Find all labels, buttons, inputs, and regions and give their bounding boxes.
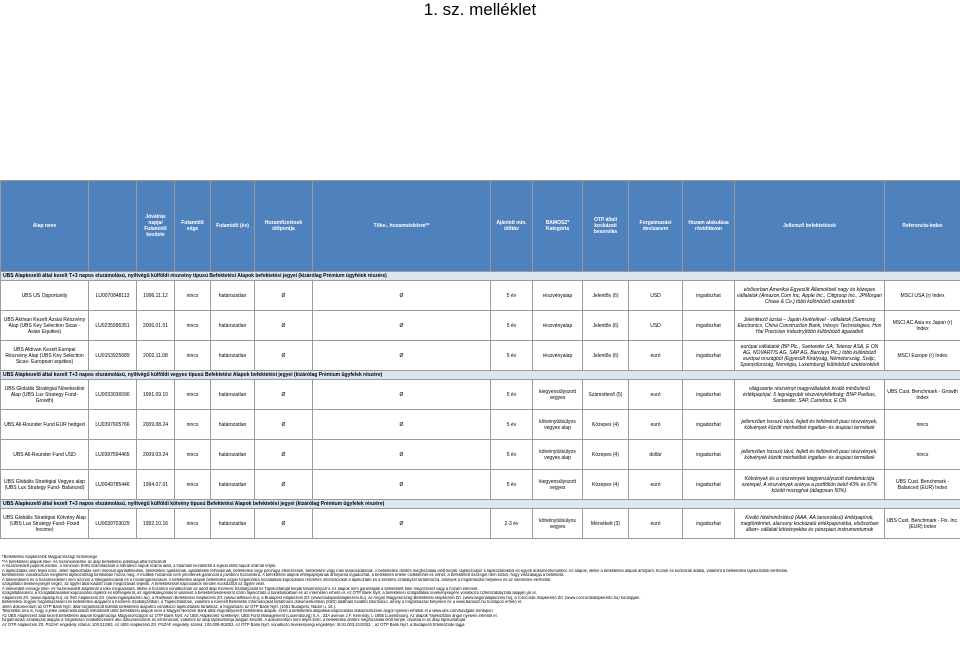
- table-cell: 2-3 év: [491, 509, 533, 539]
- table-cell: UBS Globális Stratégiai Kötvény Alap (UBS Lux Strategy Fund- Fixed Income): [1, 509, 89, 539]
- table-cell: MSCI AC Asia ex Japan (r) Index: [885, 311, 960, 341]
- column-header: Forgalmazási devizanem: [629, 181, 683, 272]
- table-cell: határozatlan: [211, 311, 255, 341]
- table-cell: euró: [629, 470, 683, 500]
- table-cell: UBS Aktívan Kezelt Európai Részvény Alap (UBS Key Selection Sicav- European equities): [1, 341, 89, 371]
- table-cell: részvényalap: [533, 281, 583, 311]
- table-cell: jellemzően hosszú távú, fejlett és feltörekvő piaci részvények, kötvények között mérhetőek ingatlan- és árupiaci termékek: [735, 440, 885, 470]
- table-cell: Ø: [313, 470, 491, 500]
- table-cell: határozatlan: [211, 341, 255, 371]
- table-cell: UBS US Opportunity: [1, 281, 89, 311]
- table-cell: 1994.07.01: [137, 470, 175, 500]
- table-row: [1, 341, 960, 371]
- table-cell: euró: [629, 380, 683, 410]
- table-cell: UBS Cust. Benchmark - Growth Index: [885, 380, 960, 410]
- table-cell: kötvénytúlsúlyos vegyes: [533, 509, 583, 539]
- table-cell: kötvénytúlsúlyos vegyes alap: [533, 440, 583, 470]
- table-cell: Ø: [255, 341, 313, 371]
- footnote-line: A tájékoztatás nem teljes körű. Jelen tájékoztatás nem minősül ajánlattételnek, befektetési ajánlásnak, ajánlattételi felhívásnak, befektetési vagy pénzügyi elemzésnek, befektetési vagy más tanácsadásnak. A befektetési döntés meghozatala előtt kérjük, tájékozódjon a tájékoztatókból és egyéb dokumentumokból. Az alapok, illetve a befektetési alapok árfolyam, hozam és kockázati adatai, valamint a befektetési tájékoztatók elérhetők.: [2, 568, 789, 573]
- column-header: Alap neve: [1, 181, 89, 272]
- table-cell: ingadozhat: [683, 380, 735, 410]
- table-cell: határozatlan: [211, 470, 255, 500]
- footnote-line: A hozamvédett papírok esetén, a minimum ÉHM számításánál a hátralévő napok száma alatt, a futamidő kezdetétől a lejárat előtti napok számát értjük.: [2, 564, 277, 568]
- table-cell: Jelentős (6): [583, 311, 629, 341]
- table-cell: Jelentős (6): [583, 341, 629, 371]
- table-cell: Ø: [313, 281, 491, 311]
- table-row: [1, 281, 960, 311]
- table-cell: Ø: [313, 509, 491, 539]
- table-cell: Közepes (4): [583, 470, 629, 500]
- section-label: UBS Alapkezelő által kezelt T+3 napos elszámolású, nyíltvégű külföldi részvény típusú Befektetési Alapok befektetési jegyei (kizárólag Prémium ügyfelek részére): [1, 272, 960, 281]
- table-cell: euró: [629, 509, 683, 539]
- table-cell: 5 év: [491, 311, 533, 341]
- table-cell: nincs: [175, 341, 211, 371]
- table-row: [1, 509, 960, 539]
- table-cell: kötvénytúlsúlyos vegyes alap: [533, 410, 583, 440]
- section-header-row: [1, 371, 960, 380]
- table-cell: MSCI Europe (r) Index: [885, 341, 960, 371]
- footnote-line: szolgáltatásokról, a szolgáltatásokkal kapcsolatos díjakról és költségekről, az ügyfélkategóriákról valamint a befektetővédelemről szóló tájékoztató a bankfiókokban és az interneten érhető el. Az OTP Bank Nyrt. a befektetési szolgáltatási tevékenységére vonatkozó Üzletszabályzata alapján jár el.: [2, 591, 537, 595]
- table-cell: részvényalap: [533, 341, 583, 371]
- funds-table: [0, 180, 960, 539]
- table-cell: Mérsékelt (3): [583, 509, 629, 539]
- table-cell: ingadozhat: [683, 281, 735, 311]
- table-cell: euró: [629, 341, 683, 371]
- table-cell: 5 év: [491, 380, 533, 410]
- table-row: [1, 380, 960, 410]
- table-cell: Jelentkező ázsiai – Japán kivételével - vállalatok (Samsung Electronics, China Construction Bank, Infosys Technologies, Hon Hai Precision Industry)több különböző ágazatból: [735, 311, 885, 341]
- table-cell: határozatlan: [211, 440, 255, 470]
- table-cell: Ø: [313, 341, 491, 371]
- table-cell: Ø: [255, 380, 313, 410]
- table-cell: 5 év: [491, 410, 533, 440]
- table-cell: világszerte részvényt magyvállalatok kiváló minősítésű értékpapírjai, 5 legnagyobb részvénykitettség: BNP Paribas, Santander, SAP, Carrefour, E.ON: [735, 380, 885, 410]
- table-cell: európai vállalatok (BP Plc., Santander SA, Telenor ASA, E ON AG, NOVARTIS AG, SAP AG, Barclays Plc.) több különböző európai országból (Egyesült Királyság, Németország, Svájc, Spanyolország, Norvégia, Luxemburg) különböző szektorokból: [735, 341, 885, 371]
- table-cell: UBS Globális Stratégiai Növekedési Alap (UBS Lux Strategy Fund- Growth): [1, 380, 89, 410]
- column-header: Futamidő vége: [175, 181, 211, 272]
- table-cell: euró: [629, 410, 683, 440]
- table-cell: nincs: [175, 440, 211, 470]
- table-cell: Ø: [313, 311, 491, 341]
- table-cell: jellemzően hosszú távú, fejlett és feltörekvő piaci részvények, kötvények között mérhetőek ingatlan- és árupiaci termékek: [735, 410, 885, 440]
- table-cell: LU0033036590: [89, 380, 137, 410]
- column-header: Tőke-, hozamvédelem**: [313, 181, 491, 272]
- table-cell: részvényalap: [533, 311, 583, 341]
- footnote-line: Az OTP Alapkezelő Zrt. PSZÁF engedély száma: 100.013/93. Az UBS Alapkezelő Zrt. PSZÁF engedély száma: 100.008-8/2002. Az OTP Bank Nyrt. vonatkozó tevékenységi engedélye: III/41.003-21/2002. , az OTP Bank Nyrt. a Budapesti Értéktőzsde tagja.: [2, 622, 466, 627]
- table-cell: 2006.01.01: [137, 311, 175, 341]
- table-cell: MSCI USA (r) Index: [885, 281, 960, 311]
- table-cell: UBS Globális Stratégiai Vegyes alap (UBS Lux Strategy Fund- Balanced): [1, 470, 89, 500]
- table-row: [1, 470, 960, 500]
- footnote-line: forgalmazási szabályzat alapján a forgalmazó rendelkezésére álló dokumentumok és információk, valamint az alap tájékoztatója alapján készült. A dokumentum nem teljes körű, a befektetési döntés meghozatala előtt kérjük, olvassa el az alap tájékoztatóját.: [2, 618, 467, 622]
- table-cell: Ø: [255, 470, 313, 500]
- table-cell: 2002.11.08: [137, 341, 175, 371]
- table-cell: Kiváló hitelminősítésű (AAA, AA besorolású) értékpapírok, megtörténhet, alacsony kockázatú értékpapírokba, elsősorban állam- vállalati kötvényekbe és pénzpiaci instrumentumok: [735, 509, 885, 539]
- table-cell: Közepes (4): [583, 440, 629, 470]
- section-label: UBS Alapkezelő által kezelt T+3 napos elszámolású, nyíltvégű külföldi kötvény típusú Befektetési Alapok befektetési jegyei (kizárólag Prémium ügyfelek részére): [1, 500, 960, 509]
- table-cell: LU0153925689: [89, 341, 137, 371]
- table-cell: nincs: [885, 410, 960, 440]
- footnote-line: A tőkevédett és/vagy tőke- és hozamvédett alapoknál a tőke megóvására, illetve a hozamra vonatkozóan az adott alap Kezelési Szabályzatát és Tájékoztatóját kérjük tanulmányozni. Az alapok nem garantálják a befektetett tőke megőrzését vagy a hozam elérését.: [2, 586, 479, 591]
- table-cell: határozatlan: [211, 410, 255, 440]
- table-cell: 5 év: [491, 281, 533, 311]
- table-cell: Ø: [313, 410, 491, 440]
- table-cell: Ø: [313, 380, 491, 410]
- table-cell: 1991.09.10: [137, 380, 175, 410]
- column-header: Hozamfizetések időpontja: [255, 181, 313, 272]
- column-header: Ajánlott min. időtáv: [491, 181, 533, 272]
- footnote-line: Az UBS Alapkezelő által kezelt befektetési alapok forgalmazója Magyarországon az OTP Bank Nyrt. Az UBS Alapkezelő székhelye: UBS Fund Management (Luxembourg) S.A., 33A avenue J.F. Kennedy, L-1855 Luxembourg. Az alapok Tájékoztatói angol nyelven érhetők el.: [2, 613, 498, 618]
- table-cell: 2009.03.24: [137, 440, 175, 470]
- section-header-row: [1, 272, 960, 281]
- page-title: 1. sz. melléklet: [423, 0, 537, 19]
- table-cell: ingadozhat: [683, 440, 735, 470]
- table-cell: nincs: [175, 281, 211, 311]
- column-header: Jellemző befektetések: [735, 181, 885, 272]
- table-cell: Közepes (4): [583, 410, 629, 440]
- footnote-line: *Befektetési Alapkezelők Magyarországi Szövetsége: [2, 555, 98, 559]
- table-cell: ingadozhat: [683, 470, 735, 500]
- table-cell: határozatlan: [211, 509, 255, 539]
- table-cell: nincs: [175, 380, 211, 410]
- table-cell: Ø: [255, 281, 313, 311]
- table-cell: ingadozhat: [683, 410, 735, 440]
- table-body: [1, 272, 960, 539]
- table-cell: Kötvények és a részvények kiegyensúlyozott kombinációja szerepel. A részvények aránya a portfólión belül 43% és 67% között mozoghat (átlagosan 50%).: [735, 470, 885, 500]
- column-header: BAMOSZ* Kategória: [533, 181, 583, 272]
- table-cell: Ø: [255, 509, 313, 539]
- table-cell: 5 év: [491, 341, 533, 371]
- table-cell: határozatlan: [211, 380, 255, 410]
- table-cell: nincs: [175, 509, 211, 539]
- table-cell: LU0235996351: [89, 311, 137, 341]
- footnote-line: Jelen dokumentum az OTP Bank Nyrt. által forgalmazott külföldi befektetési alapokra vonatkozó tájékoztatást tartalmaz, a forgalmazó az OTP Bank Nyrt. (1051 Budapest, Nádor u. 16.).: [2, 604, 337, 609]
- table-cell: UBS Cust. Benchmark - Balanced (EUR) Index: [885, 470, 960, 500]
- table-cell: 5 év: [491, 440, 533, 470]
- table-cell: elsősorban Amerikai Egyesült Államokbeli nagy és közepes vállalatok (Amazon.Com Inc, Apple Inc., Citigroup Inc., JPMorgan Chase & Co.) több különböző szektorból: [735, 281, 885, 311]
- table-cell: 1992.10.16: [137, 509, 175, 539]
- table-cell: LU0070848113: [89, 281, 137, 311]
- table-cell: Ø: [255, 311, 313, 341]
- footnote-line: **A befektetési alapok tőke- és hozamvédelme az alap befektetési politikája által biztosított: [2, 559, 167, 564]
- table-cell: nincs: [175, 410, 211, 440]
- table-cell: nincs: [175, 311, 211, 341]
- footnotes: [2, 555, 958, 627]
- table-cell: kiegyensúlyozott vegyes: [533, 470, 583, 500]
- footnote-line: A tőkevédelem és a hozamvédelem nem azonos a tőkegaranciával és a hozamgaranciával. A befektetési alapok befektetési jegyei forgalomba hozatalával kapcsolatos részletes információkat a tájékoztató és a kezelési szabályzat tartalmazza, amelyek a forgalmazási helyeken és az interneten elérhetők.: [2, 577, 552, 582]
- footnote-line: Tekintettel arra is, hogy a jelen dokumentumban feltüntetett UBS befektetési alapok nem a Magyar Nemzeti Bank által engedélyezett befektetési alapok, ezért a befektetési alapokkal kapcsolatos dokumentumok angol nyelven érhetők el a www.ubs.com/fundgate honlapon.: [2, 609, 494, 613]
- column-header: Hozam alakulása röviditávon: [683, 181, 735, 272]
- table-cell: UBS Cust. Benchmark - Fix. Inc. (EUR) Index: [885, 509, 960, 539]
- table-cell: Számottevő (5): [583, 380, 629, 410]
- table-cell: USD: [629, 281, 683, 311]
- table-header-row: [1, 181, 960, 272]
- footnote-line: szolgáltatói tevékenységet végez, az ügyfél által kiadott csak megbízásait teljesíti. A befektetéssel kapcsolatos minden kockázatot az ügyfél visel.: [2, 582, 266, 586]
- column-header: Futamidő (év): [211, 181, 255, 272]
- table-cell: Ø: [255, 410, 313, 440]
- table-cell: ingadozhat: [683, 509, 735, 539]
- table-cell: UBS All-Rounder Fund EUR hedged: [1, 410, 89, 440]
- table-cell: nincs: [175, 470, 211, 500]
- column-header: OTP általi kockázati besorolás: [583, 181, 629, 272]
- table-cell: Ø: [313, 440, 491, 470]
- footnote-line: Befektetési Jegyek forgalmazásáról és befektetési alapjairól a Kezelési Szabályzatban, a Tájékoztatóban, valamint a Kiemelt Befektetői Információkat tartalmazó dokumentumban (KIID) található további információ, amely a forgalmazási helyeken és a www.bamosz.hu honlapon érhető el.: [2, 600, 523, 604]
- table-row: [1, 311, 960, 341]
- table-cell: ingadozhat: [683, 341, 735, 371]
- section-label: UBS Alapkezelő által kezelt T+3 napos elszámolású, nyíltvégű külföldi vegyes típusú Befektetési Alapok befektetési jegyei (kizárólag Prémium ügyfelek részére): [1, 371, 960, 380]
- table-cell: LU0397605766: [89, 410, 137, 440]
- table-cell: LU0049785446: [89, 470, 137, 500]
- column-header: Referencia-index: [885, 181, 960, 272]
- table-cell: nincs: [885, 440, 960, 470]
- table-cell: 2009.08.24: [137, 410, 175, 440]
- table-cell: LU0039703029: [89, 509, 137, 539]
- section-header-row: [1, 500, 960, 509]
- table-cell: ingadozhat: [683, 311, 735, 341]
- column-header: [89, 181, 137, 272]
- column-header: Jóváírás napja/ Futamidő kezdete: [137, 181, 175, 272]
- table-cell: 5 év: [491, 470, 533, 500]
- footnote-line: befektetésre vonatkozóan megfelelő tájékozottság birtokában hozza meg. A múltbeli hozamok nem jelentenek garanciát a jövőbeni hozamokra. A befektetési alapok értékpapírjainak árfolyama ingadozhat, a befektetés értéke csökkenhet és nőhet, a befektetett összeget nem biztos, hogy visszakapja a befektető.: [2, 573, 565, 577]
- table-cell: kiegyensúlyozott vegyes: [533, 380, 583, 410]
- table-cell: UBS All-Rounder Fund USD: [1, 440, 89, 470]
- table-cell: Jelentős (6): [583, 281, 629, 311]
- table-cell: LU0397594465: [89, 440, 137, 470]
- table-cell: UBS Aktívan Kezelt Ázsiai Részvény Alap (UBS Key Selection Sicav - Asian Equities): [1, 311, 89, 341]
- footnote-line: Alapkezelő Zrt. (www.otpalap.hu), az ING Alapkezelő Zrt. (www.ingalapkezelo.hu), a Raiffeisen Befektetési Alapkezelő Zrt. (www.raiffeisen.hu), a Budapest Alapkezelő Zrt. (www.budapestalapkezelo.hu), az Aegon Magyarország Befektetési Alapkezelő Zrt. (www.aegonalapkezelo.hu), a Concorde Alapkezelő Zrt. (www.concordealapkezelo.hu) honlapjain.: [2, 595, 641, 600]
- table-cell: 1996.11.12: [137, 281, 175, 311]
- table-row: [1, 440, 960, 470]
- table-cell: Ø: [255, 440, 313, 470]
- table-cell: határozatlan: [211, 281, 255, 311]
- table-cell: USD: [629, 311, 683, 341]
- table-row: [1, 410, 960, 440]
- table-cell: dollár: [629, 440, 683, 470]
